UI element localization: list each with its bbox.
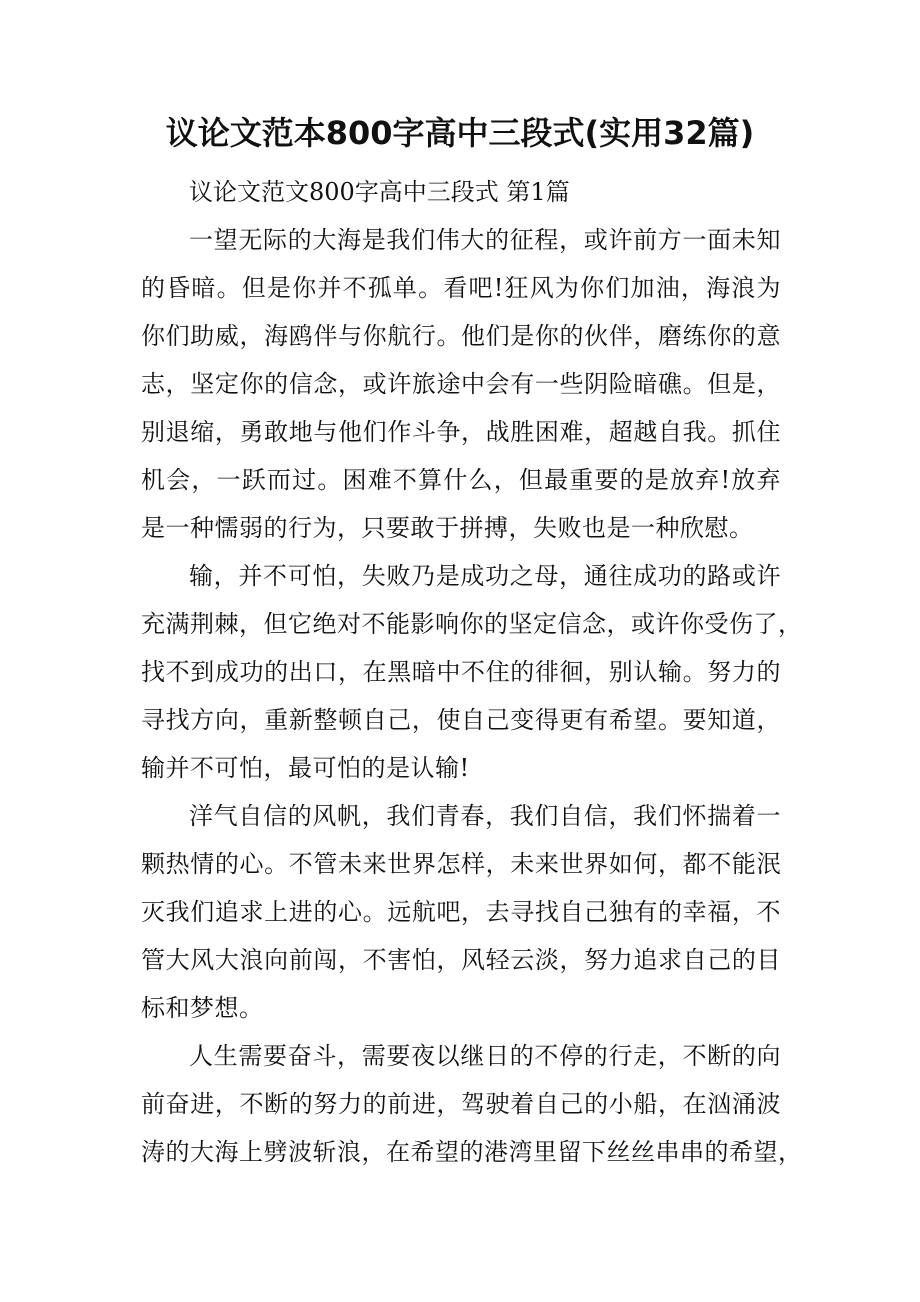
section-heading: 议论文范文800字高中三段式 第1篇: [189, 178, 570, 206]
paragraph-line: 输，并不可怕，失败乃是成功之母，通往成功的路或许: [189, 562, 781, 590]
paragraph-line: 标和梦想。: [141, 994, 264, 1022]
paragraph-line: 是一种懦弱的行为，只要敢于拼搏，失败也是一种欣慰。: [141, 514, 754, 542]
document-body: [141, 168, 803, 1176]
paragraph-line: 洋气自信的风帆，我们青春，我们自信，我们怀揣着一: [189, 802, 781, 830]
paragraph-3: [141, 792, 781, 1032]
document-title: 议论文范本800字高中三段式(实用32篇): [165, 114, 755, 152]
paragraph-line: 管大风大浪向前闯，不害怕，风轻云淡，努力追求自己的目: [141, 946, 781, 974]
paragraph-line: 颗热情的心。不管未来世界怎样，未来世界如何，都不能泯: [141, 850, 781, 878]
paragraph-line: 涛的大海上劈波斩浪，在希望的港湾里留下丝丝串串的希望，: [141, 1138, 803, 1166]
paragraph-line: 机会，一跃而过。困难不算什么，但最重要的是放弃!放弃: [141, 466, 781, 494]
paragraph-4: [141, 1032, 803, 1176]
paragraph-line: 前奋进，不断的努力的前进，驾驶着自己的小船，在汹涌波: [141, 1090, 781, 1118]
paragraph-line: 充满荆棘，但它绝对不能影响你的坚定信念，或许你受伤了，: [141, 610, 803, 638]
paragraph-line: 寻找方向，重新整顿自己，使自己变得更有希望。要知道，: [141, 706, 781, 734]
paragraph-1: [141, 216, 781, 552]
paragraph-line: 你们助威，海鸥伴与你航行。他们是你的伙伴，磨练你的意: [141, 322, 781, 350]
paragraph-line: 一望无际的大海是我们伟大的征程，或许前方一面未知: [189, 226, 781, 254]
paragraph-line: 找不到成功的出口，在黑暗中不住的徘徊，别认输。努力的: [141, 658, 781, 686]
paragraph-2: [141, 552, 803, 792]
paragraph-line: 灭我们追求上进的心。远航吧，去寻找自己独有的幸福，不: [141, 898, 781, 926]
paragraph-line: 人生需要奋斗，需要夜以继日的不停的行走，不断的向: [189, 1042, 781, 1070]
paragraph-line: 输并不可怕，最可怕的是认输!: [141, 754, 470, 782]
paragraph-line: 的昏暗。但是你并不孤单。看吧!狂风为你们加油，海浪为: [141, 274, 781, 302]
paragraph-line: 别退缩，勇敢地与他们作斗争，战胜困难，超越自我。抓住: [141, 418, 781, 446]
paragraph-line: 志，坚定你的信念，或许旅途中会有一些阴险暗礁。但是，: [141, 370, 781, 398]
